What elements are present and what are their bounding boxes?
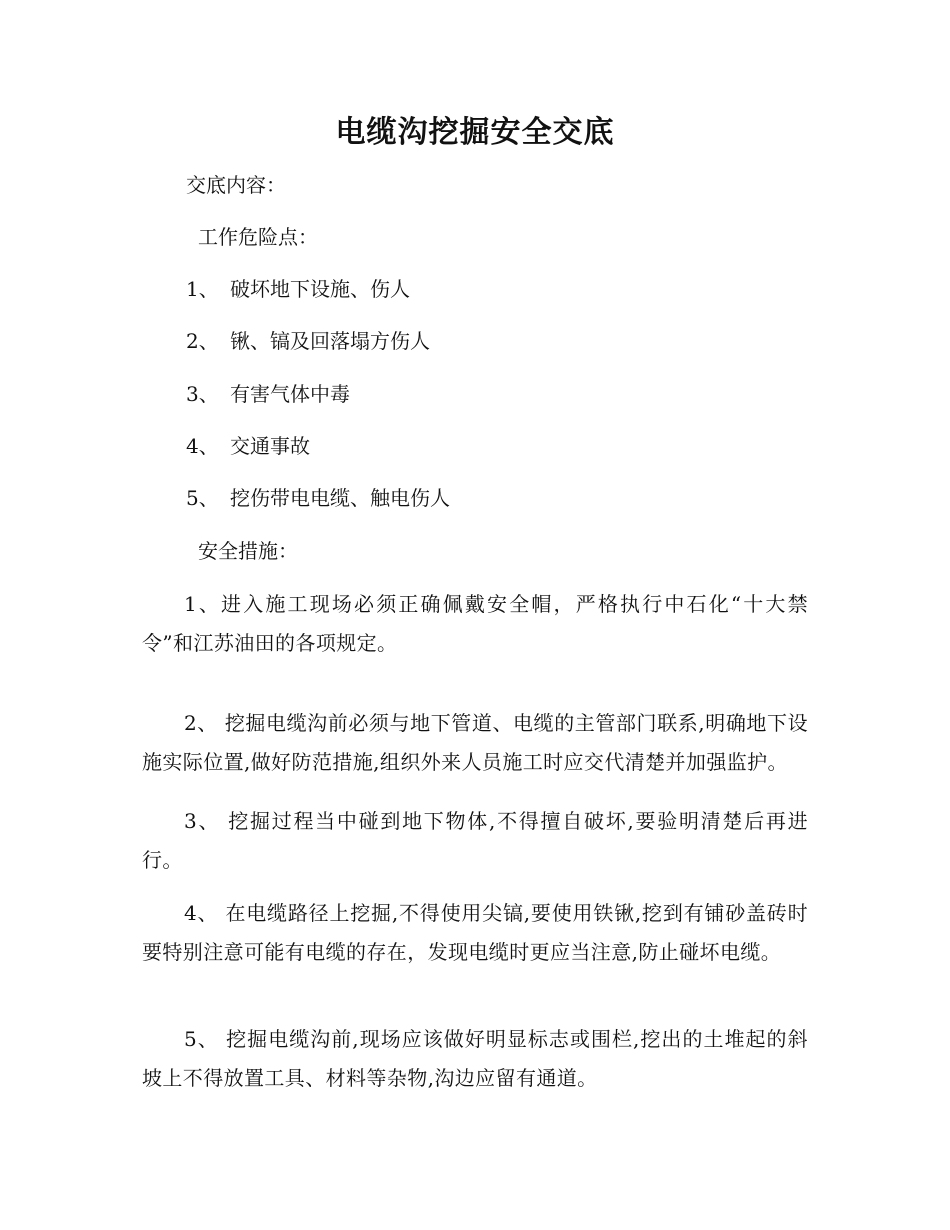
measure-paragraph: 4、 在电缆路径上挖掘,不得使用尖镐,要使用铁锹,挖到有铺砂盖砖时要特别注意可能有电缆的存在，发现电缆时更应当注意,防止碰坏电缆。: [142, 901, 808, 964]
hazard-item-text: 挖伤带电电缆、触电伤人: [230, 486, 450, 510]
measure-paragraph: 1、进入施工现场必须正确佩戴安全帽，严格执行中石化“十大禁令”和江苏油田的各项规定。: [142, 592, 808, 655]
hazard-item-text: 破坏地下设施、伤人: [230, 277, 410, 301]
hazard-item: [186, 483, 450, 513]
hazard-item-number: 1、: [186, 277, 219, 301]
measure-paragraph: 2、 挖掘电缆沟前必须与地下管道、电缆的主管部门联系,明确地下设施实际位置,做好防范措施,组织外来人员施工时应交代清楚并加强监护。: [142, 711, 808, 774]
hazard-item-number: 2、: [186, 329, 219, 353]
hazard-item-text: 有害气体中毒: [230, 382, 350, 406]
hazard-item-text: 交通事故: [230, 434, 310, 458]
hazard-item-number: 3、: [186, 382, 219, 406]
document-title: 电缆沟挖掘安全交底: [335, 115, 615, 150]
intro-label: 交底内容：: [186, 173, 286, 197]
hazards-heading: 工作危险点：: [198, 225, 318, 249]
measure-paragraph: 5、 挖掘电缆沟前,现场应该做好明显标志或围栏,挖出的土堆起的斜坡上不得放置工具、材料等杂物,沟边应留有通道。: [142, 1027, 808, 1090]
hazard-item: [186, 431, 310, 461]
hazard-item: [186, 274, 410, 304]
hazard-item: [186, 379, 350, 409]
hazard-item-number: 5、: [186, 486, 219, 510]
measures-heading: 安全措施：: [198, 539, 298, 563]
hazard-item-number: 4、: [186, 434, 219, 458]
hazard-item: [186, 326, 430, 356]
measure-paragraph: 3、 挖掘过程当中碰到地下物体,不得擅自破坏,要验明清楚后再进行。: [142, 809, 808, 872]
hazard-item-text: 锹、镐及回落塌方伤人: [230, 329, 430, 353]
